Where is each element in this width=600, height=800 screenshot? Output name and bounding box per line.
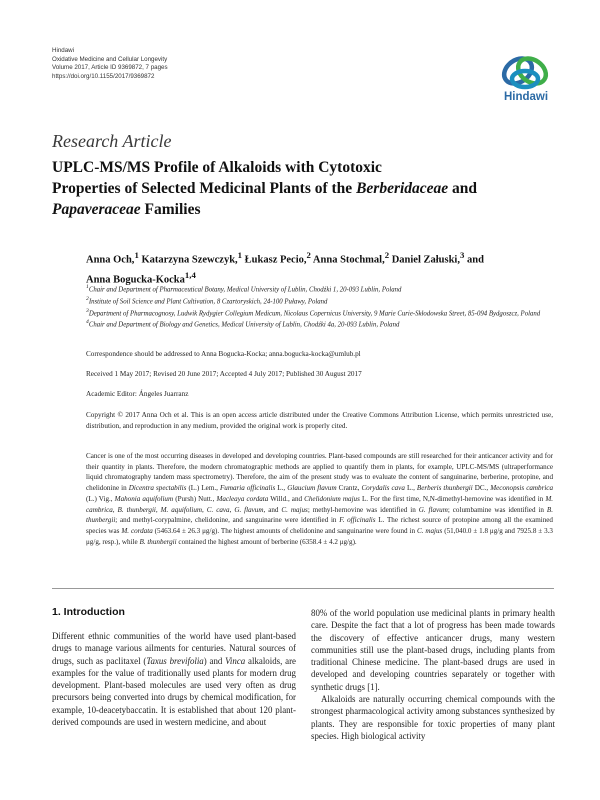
italic-term: M. aquifolium [160, 505, 202, 514]
italic-term: Macleaya cordata [216, 494, 269, 503]
text-run: Different ethnic communities of the world have used plant-based drugs to manage various ailments for centuries. Natural sources of drugs, such as paclitaxel ( [52, 631, 296, 666]
text-run: , [229, 505, 235, 514]
italic-term: B. thunbergii [86, 505, 554, 525]
correspondence: Correspondence should be addressed to Anna Bogucka-Kocka; anna.bogucka-kocka@umlub.pl [86, 350, 361, 358]
italic-term: Berberis thunbergii [416, 484, 473, 493]
title-line-2a: Properties of Selected Medicinal Plants of the [52, 180, 357, 197]
text-run: contained the highest amount of berberine (6358.4 ± 4.2 μg/g). [176, 537, 357, 546]
affiliation [86, 295, 546, 307]
text-run: ) and [203, 655, 226, 666]
italic-term: Fumaria officinalis [219, 484, 276, 493]
affil-text: Chair and Department of Pharmaceutical Botany, Medical University of Lublin, Chodźki 1, 20-093 Lublin, Poland [88, 286, 402, 294]
text-run: (L.) Vig., [86, 494, 115, 503]
italic-term: Corydalis cava [361, 484, 405, 493]
text-run: (51,040.0 ± 1.8 μg/g and 7925.8 ± 3.3 μg/g, resp.), while [86, 526, 553, 546]
text-run: L. The richest source of protopine among all the examined species was [86, 516, 553, 535]
affiliations [86, 283, 546, 330]
text-run: ; columbamine was identified in [447, 505, 547, 514]
author-list [86, 248, 546, 287]
affil-number: 2 [86, 295, 89, 302]
copyright-notice: Copyright © 2017 Anna Och et al. This is an open access article distributed under the Creative Commons Attribution License, which permits unrestricted use, distribution, and reproduction in any medium, provided the original work is properly cited. [86, 411, 553, 430]
title-line-2c: and [448, 180, 478, 197]
section-divider [52, 588, 554, 589]
italic-term: G. flavum [234, 505, 264, 514]
text-run: (5463.64 ± 26.3 μg/g). The highest amounts of chelidonine and sanguinarine were found in [152, 526, 417, 535]
text-run: (L.) Lem., [186, 484, 220, 493]
text-run: L., [275, 484, 288, 493]
affiliation [86, 283, 546, 295]
affil-number: 3 [86, 307, 89, 314]
text-run: Willd., and [268, 494, 305, 503]
text-run: , [202, 505, 207, 514]
text-run: , [112, 505, 118, 514]
section-heading: 1. Introduction [52, 606, 125, 618]
italic-term: M. cordata [121, 526, 153, 535]
text-run: L. For the first time, N,N-dimethyl-hernovine was identified in [359, 494, 546, 503]
affiliation [86, 307, 546, 319]
affil-text: Chair and Department of Biology and Genetics, Medical University of Lublin, Chodźki 4a, 20-093 Lublin, Poland [88, 321, 400, 329]
intro-column-left [52, 630, 296, 728]
article-type: Research Article [52, 131, 172, 151]
text-run: L., [404, 484, 417, 493]
title-family-1: Berberidaceae [356, 180, 449, 197]
author-affil-mark: 1,4 [184, 269, 196, 280]
author-affil-mark: 2 [384, 250, 390, 260]
italic-term: B. thunbergii [117, 505, 156, 514]
text-run: (Pursh) Nutt., [173, 494, 217, 503]
italic-term: B. thunbergii [139, 537, 177, 546]
page-title [52, 157, 562, 220]
italic-term: Mahonia aquifolium [114, 494, 174, 503]
text-run: , and [263, 505, 282, 514]
journal-volume: Volume 2017, Article ID 9369872, 7 pages [52, 64, 168, 72]
author[interactable]: Katarzyna Szewczyk, [138, 254, 238, 266]
author[interactable]: Anna Och, [86, 254, 135, 266]
journal-info [52, 47, 168, 81]
italic-term: Meconopsis cambrica [490, 484, 553, 493]
journal-name: Oxidative Medicine and Cellular Longevity [52, 55, 168, 63]
author[interactable]: Anna Bogucka-Kocka [86, 274, 185, 285]
journal-doi[interactable]: https://doi.org/10.1155/2017/9369872 [52, 72, 155, 80]
title-family-2: Papaveraceae [52, 201, 141, 218]
italic-term: M. cambrica [86, 494, 553, 514]
italic-term: Dicentra spectabilis [128, 484, 187, 493]
affil-text: Institute of Soil Science and Plant Cultivation, 8 Czartoryskich, 24-100 Puławy, Poland [88, 298, 328, 306]
affiliation [86, 318, 546, 330]
logo-wordmark: Hindawi [503, 91, 549, 103]
intro-paragraph: Alkaloids are naturally occurring chemical compounds with the strongest pharmacological activity among substances synthesized by plants. They are responsible for toxic properties of many plant species. High biological activity [311, 694, 555, 741]
author-affil-mark: 2 [306, 250, 311, 260]
italic-term: C. majus [281, 505, 308, 514]
affil-number: 1 [86, 284, 89, 290]
journal-publisher: Hindawi [52, 47, 75, 54]
title-line-1: UPLC-MS/MS Profile of Alkaloids with Cytotoxic [52, 159, 382, 176]
academic-editor: Academic Editor: Ángeles Juarranz [86, 390, 189, 398]
text-run: , [155, 505, 161, 514]
affil-number: 4 [86, 319, 89, 326]
author-affil-mark: 3 [459, 250, 465, 260]
italic-term: Taxus brevifolia [146, 655, 204, 666]
affil-text: Department of Pharmacognosy, Ludwik Rydygier Collegium Medicum, Nicolaus Copernicus University, 9 Marie Curie-Skłodowska Street, 85-094 Bydgoszcz, Poland [88, 309, 541, 317]
italic-term: Glaucium flavum [287, 484, 337, 493]
abstract [86, 451, 553, 547]
italic-term: F. officinalis [339, 516, 376, 525]
italic-term: C. cava [206, 505, 230, 514]
author-and: and [464, 254, 484, 266]
author[interactable]: Daniel Załuski, [389, 254, 460, 266]
italic-term: Vinca [225, 655, 246, 666]
italic-term: C. majus [416, 526, 443, 535]
intro-column-right [311, 607, 555, 742]
publication-dates: Received 1 May 2017; Revised 20 June 2017; Accepted 4 July 2017; Published 30 August 2017 [86, 370, 362, 378]
author-affil-mark: 1 [134, 250, 139, 260]
intro-paragraph [52, 630, 296, 728]
author[interactable]: Łukasz Pecio, [242, 254, 307, 266]
italic-term: G. flavum [418, 505, 448, 514]
text-run: ; methyl-hernovine was identified in [307, 505, 419, 514]
text-run: DC., [472, 484, 491, 493]
author-affil-mark: 1 [237, 250, 243, 260]
intro-paragraph: 80% of the world population use medicinal plants in primary health care. Despite the fact that a lot of progress has been made towards the discovery of effective anticancer drugs, many western communities still use the plant-based drugs, including plants from traditional Chinese medicine. The plant-based drugs are used in developed and developing countries separately or together with synthetic drugs [1]. [311, 608, 555, 692]
text-run: Cancer is one of the most occurring diseases in developed and developing countries. Plant-based compounds are still researched for their anticancer activity and for their quantity in plants. Therefore, the modern chromatographic methods are applied to quantify them in plants, for example, UPLC-MS/MS (ultraperformance liquid chromatography tandem mass spectrometry). Therefore, the aim of the present study was to evaluate the content of sanguinarine, berberine, protopine, and chelidonine in [86, 452, 553, 493]
author[interactable]: Anna Stochmal, [310, 254, 385, 266]
text-run: alkaloids, are examples for the value of traditionally used plants for modern drug development. Plant-based molecules are used very often as drug precursors being converted into drugs by chemical modification, for example, 10-deacetybaccatin. It is established that about 120 plant-derived compounds are used in western medicine, and about [52, 655, 296, 728]
italic-term: Chelidonium majus [304, 494, 360, 503]
text-run: ; and methyl-corypalmine, chelidonine, and sanguinarine were identified in [115, 516, 340, 525]
title-line-3b: Families [140, 201, 201, 218]
text-run: Crantz, [336, 484, 362, 493]
